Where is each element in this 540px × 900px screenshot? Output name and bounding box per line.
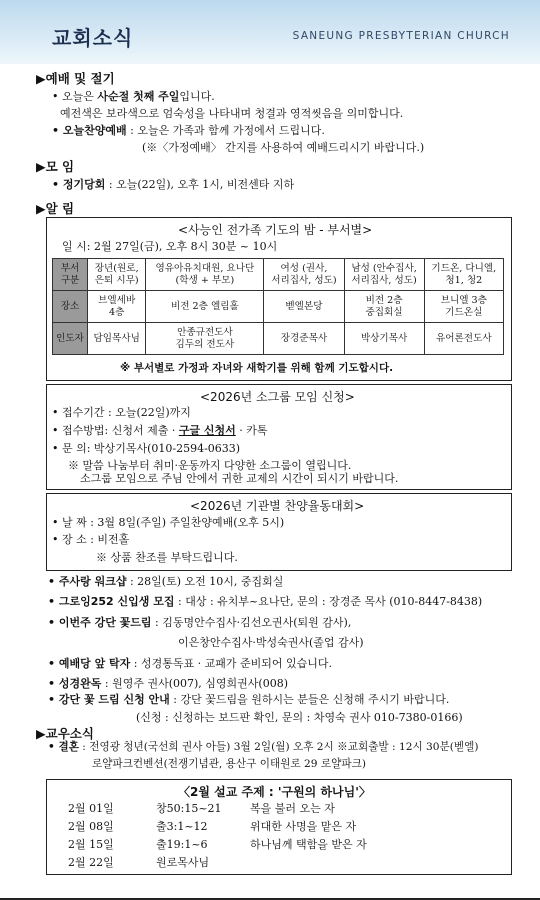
sermon-date: 2월 08일 [68,820,114,833]
small-group-title: <2026년 소그룹 모임 신청> [200,390,355,404]
notice-item: • 주사랑 워크샵 : 28일(토) 오전 10시, 중집회실 [48,575,284,588]
leader-row-header: 인도자 [53,323,88,355]
prayer-date: 일 시: 2월 27일(금), 오후 8시 30분 ~ 10시 [62,240,278,253]
dept-row-header: 부서 구분 [53,259,88,291]
small-group-note-2: 소그룹 모임으로 주님 안에서 귀한 교제의 시간이 되시기 바랍니다. [80,472,399,485]
notice-item-continued: 이은창안수집사·박성숙권사(졸업 감사) [178,636,364,649]
sermon-ref: 창50:15~21 [156,802,222,815]
dept-cell: 영유아유치대원, 요나단 (학생 + 부모) [146,259,264,291]
leader-row [53,323,504,355]
prayer-schedule-table [52,258,504,355]
place-cell: 브엘세바 4층 [88,291,146,323]
meeting-line: • 정기당회 : 오늘(22일), 오후 1시, 비전센타 지하 [52,178,295,191]
small-group-period: • 접수기간 : 오늘(22일)까지 [52,406,191,419]
choir-date: • 날 짜 : 3월 8일(주일) 주일찬양예배(오후 5시) [52,516,285,529]
sermon-topic: 하나님께 택함을 받은 자 [250,838,367,851]
choir-title: <2026년 기관별 찬양율동대회> [190,499,365,513]
sermon-ref: 출19:1~6 [156,838,208,851]
dept-cell: 장년(원로, 은퇴 시무) [88,259,146,291]
notice-item: • 그로잉252 신입생 모집 : 대상 : 유치부~요나단, 문의 : 장경준 목사 (010-8447-8438) [48,595,483,608]
sermon-topic: 복을 불러 오는 자 [250,802,335,815]
sermon-date: 2월 22일 [68,856,114,869]
leader-cell: 박상기목사 [344,323,424,355]
dept-cell: 여성 (권사, 서리집사, 성도) [264,259,344,291]
leader-cell: 장경준목사 [264,323,344,355]
sermon-ref: 출3:1~12 [156,820,208,833]
place-cell: 비전 2층 엘림홀 [146,291,264,323]
choir-place: • 장 소 : 비전홀 [52,533,130,546]
place-cell: 벧엘본당 [264,291,344,323]
worship-line-4: (※〈가정예배〉 간지를 사용하여 예배드리시기 바랍니다.) [142,141,425,154]
leader-cell: 담임목사님 [88,323,146,355]
notice-item: • 이번주 강단 꽃드림 : 김동명안수집사·김선오권사(퇴원 감사), [48,616,352,629]
place-row-header: 장소 [53,291,88,323]
section-member-heading: ▶교우소식 [36,726,94,741]
leader-cell: 안종규전도사 김두의 전도사 [146,323,264,355]
place-cell: 브니엘 3층 기드온실 [424,291,503,323]
worship-line-3: • 오늘찬양예배 : 오늘은 가족과 함께 가정에서 드립니다. [52,124,325,137]
section-meeting-heading: ▶모 임 [36,159,75,174]
sermon-date: 2월 15일 [68,838,114,851]
small-group-contact: • 문 의: 박상기목사(010-2594-0633) [52,442,241,455]
member-line-2: 로얄파크컨벤션(전쟁기념관, 용산구 이태원로 29 로얄파크) [92,758,366,770]
sermon-date: 2월 01일 [68,802,114,815]
google-form-link[interactable]: 구글 신청서 [178,424,236,437]
church-name: SANEUNG PRESBYTERIAN CHURCH [292,30,510,42]
notice-item: • 예배당 앞 탁자 : 성경통독표 · 교패가 준비되어 있습니다. [48,657,332,670]
leader-cell: 유어론전도사 [424,323,503,355]
section-worship-heading: ▶예배 및 절기 [36,71,115,86]
prayer-title: <사능인 전가족 기도의 밤 - 부서별> [178,223,373,237]
place-row [53,291,504,323]
sermon-title: 〈2월 설교 주제 : '구원의 하나님'〉 [178,785,371,799]
notice-item: • 강단 꽃 드림 신청 안내 : 강단 꽃드림을 원하시는 분들은 신청해 주시기 바랍니다. [48,693,450,706]
dept-cell: 남성 (안수집사, 서리집사, 성도) [344,259,424,291]
sermon-ref: 원로목사님 [156,856,210,869]
sermon-topic: 위대한 사명을 맡은 자 [250,820,357,833]
worship-line-1: • 오늘은 사순절 첫째 주일입니다. [52,90,215,103]
choir-note: ※ 상품 찬조를 부탁드립니다. [96,551,238,564]
small-group-note-1: ※ 말씀 나눔부터 취미·운동까지 다양한 소그룹이 열립니다. [68,459,352,472]
dept-row [53,259,504,291]
notice-item-continued: (신청 : 신청하는 보드판 확인, 문의 : 차영숙 권사 010-7380-0166) [136,711,463,724]
section-notice-heading: ▶알 림 [36,201,75,216]
page-title: 교회소식 [52,26,134,50]
small-group-method: • 접수방법: 신청서 제출 · 구글 신청서 · 카톡 [52,424,268,437]
dept-cell: 기드온, 다니엘, 청1, 청2 [424,259,503,291]
notice-item: • 성경완독 : 원영주 권사(007), 심영희권사(008) [48,677,288,690]
worship-line-2: 예전색은 보라색으로 엄숙성을 나타내며 청결과 영적씻음을 의미합니다. [60,107,404,120]
member-line-1: • 결혼 : 전영광 청년(국선희 권사 아들) 3월 2일(월) 오후 2시 ※교회출발 : 12시 30분(벧엘) [48,741,479,753]
header-banner [0,0,540,64]
prayer-footer: ※ 부서별로 가정과 자녀와 새학기를 위해 함께 기도합시다. [120,362,394,374]
place-cell: 비전 2층 중집회실 [344,291,424,323]
